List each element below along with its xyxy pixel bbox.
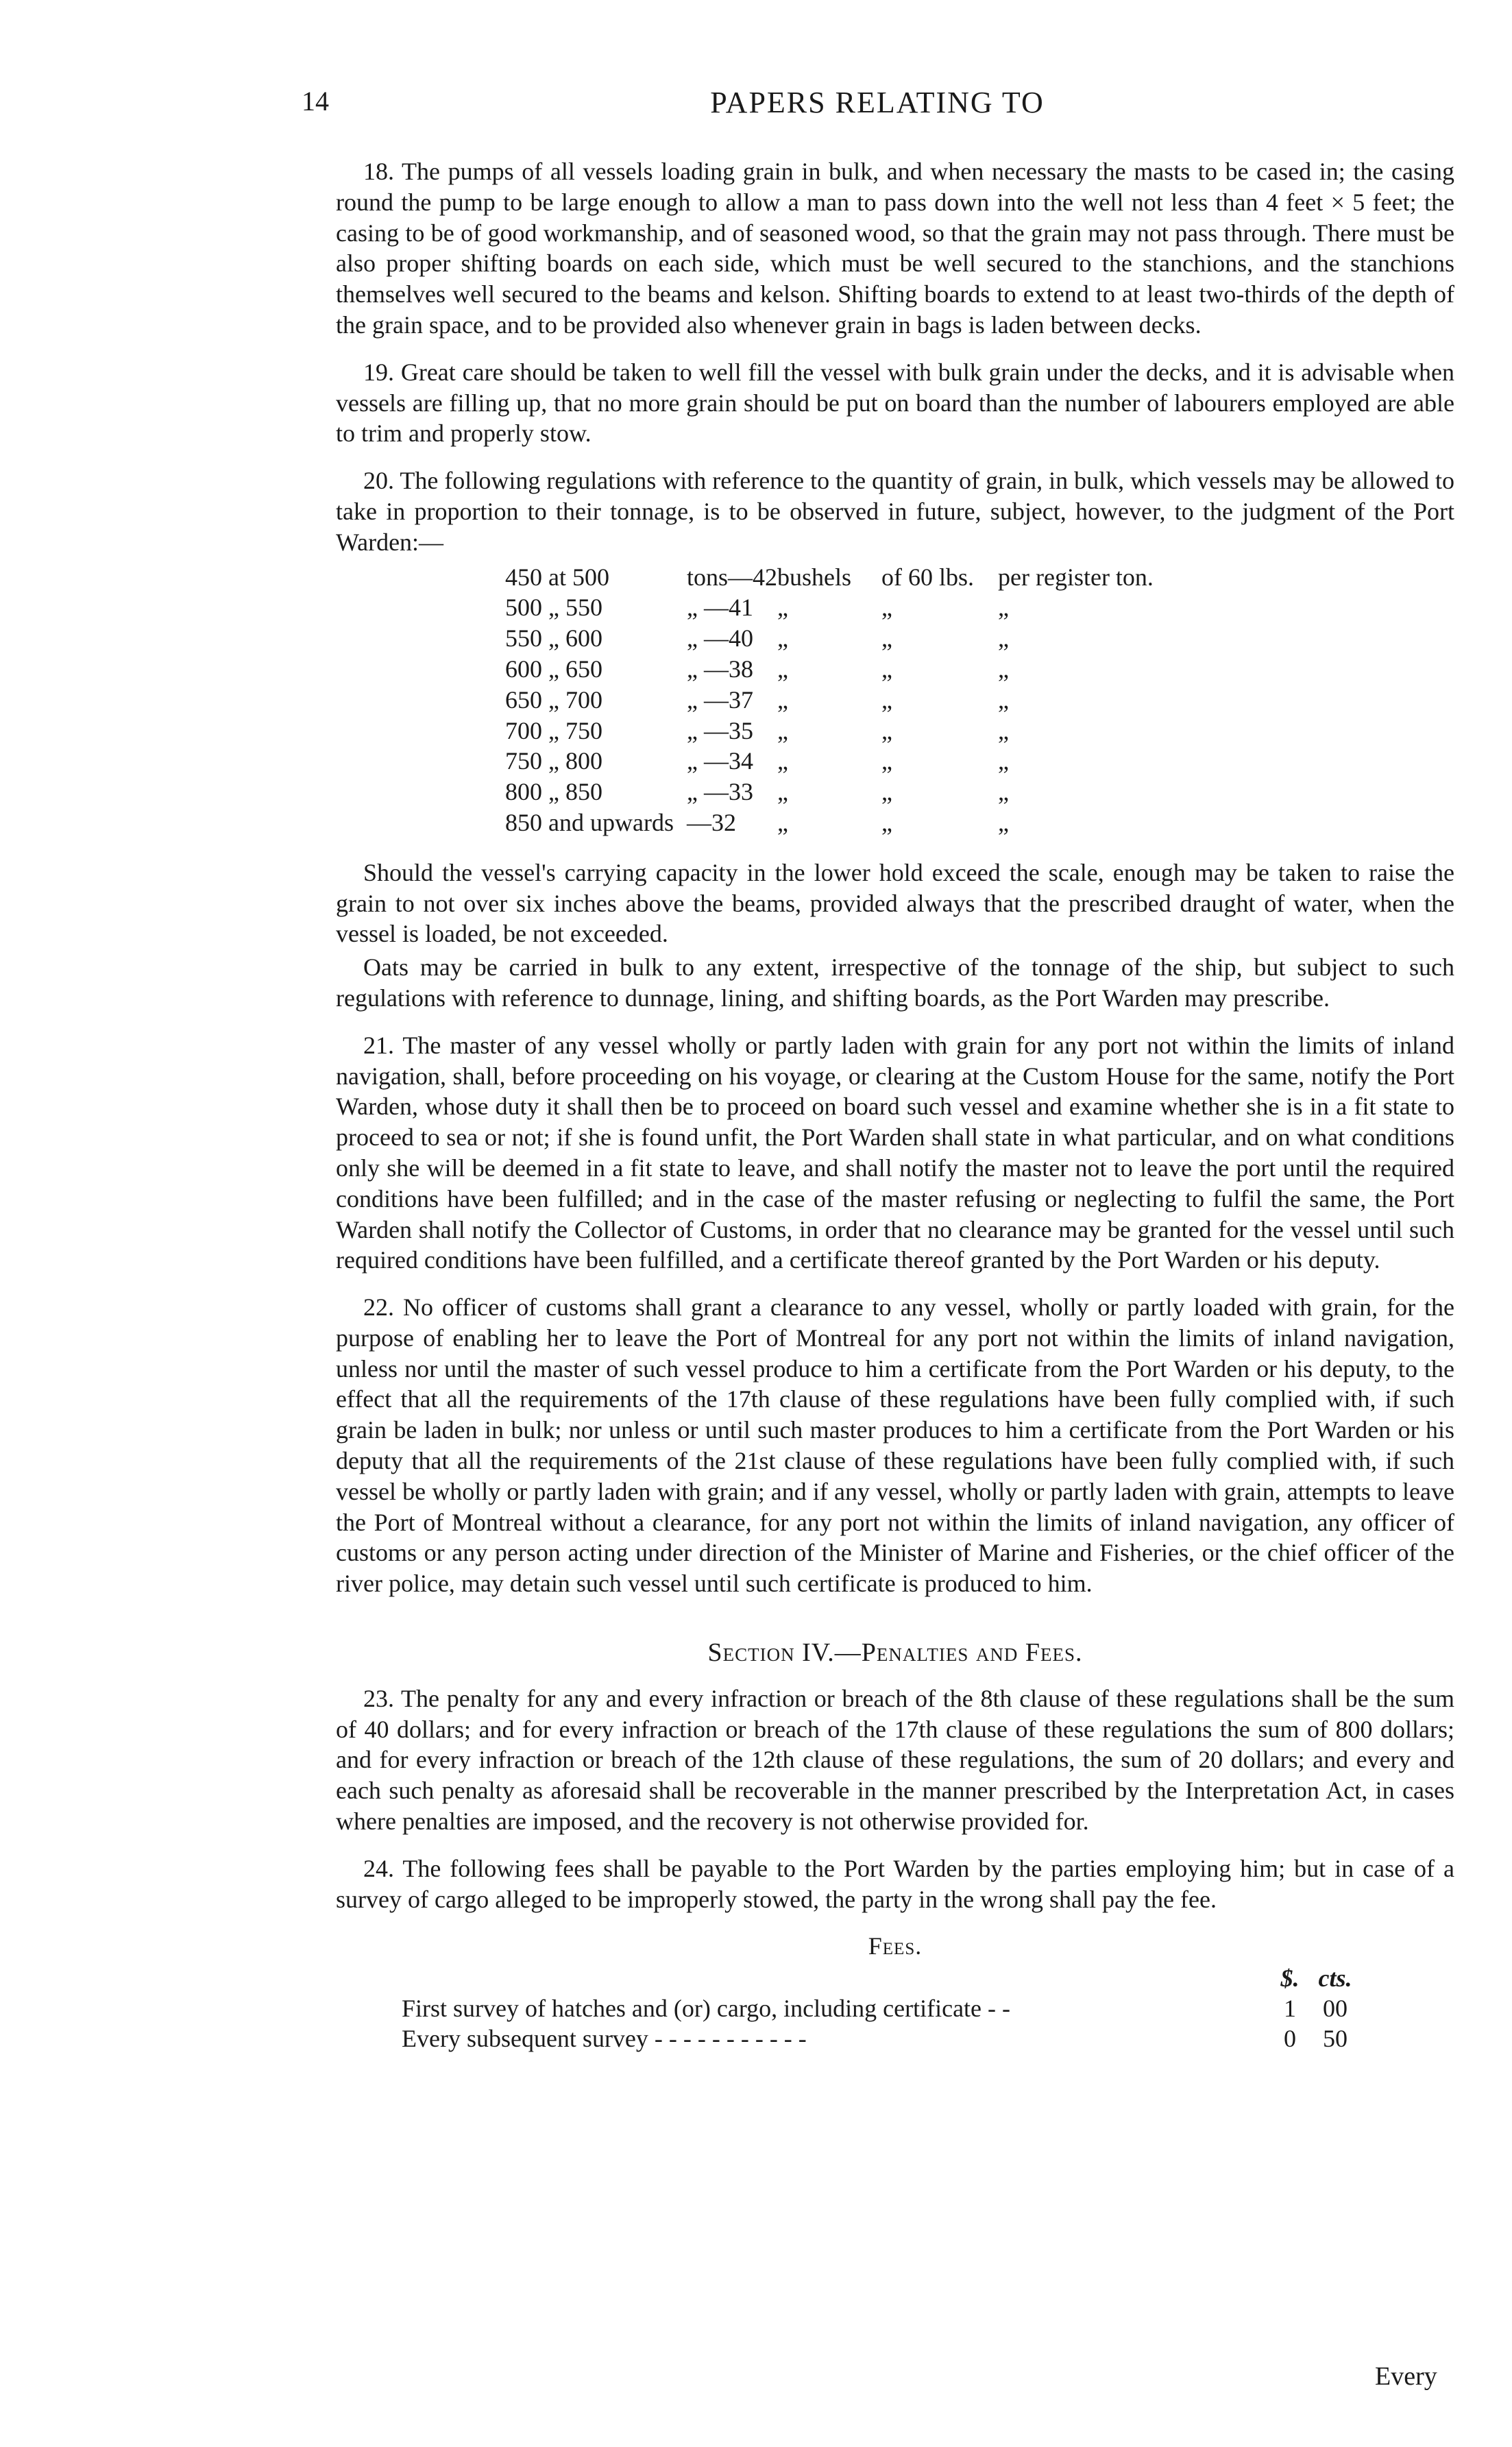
tonnage-bushels: tons—42 [687,563,778,591]
section-heading: Section IV.—Penalties and Fees. [707,1638,1083,1668]
tonnage-row [505,716,1154,746]
tonnage-weight: „ [881,594,892,622]
tonnage-range: 850 and upwards [505,808,674,836]
fees-cents-header: cts. [1318,1964,1352,1993]
tonnage-per-ton: „ [998,685,1009,714]
tonnage-per-ton: „ [998,808,1009,836]
tonnage-bushels: „ —34 [687,747,753,775]
tonnage-range: 750 „ 800 [505,747,602,775]
paragraph-22: 22. No officer of customs shall grant a clearance to any vessel, wholly or partly loaded with grain, for the purpose of enabling her to leave the Port of Montreal for any port not within the limits of inland navigation, unless nor until the master of such vessel produce to him a certificate from the Port Warden or his deputy, to the effect that all the requirements of the 17th clause of these regulations have been fully complied with, if such grain be laden in bulk; nor unless or until such master produces to him a certificate from the Port Warden or his deputy that all the requirements of the 21st clause of these regulations have been fully complied with, if such vessel be wholly or partly laden with grain; and if any vessel, wholly or partly laden with grain, attempts to leave the Port of Montreal without a clearance, for any port not within the limits of inland navigation, any officer of customs or any person acting under direction of the Minister of Marine and Fisheries, or the chief officer of the river police, may detain such vessel until such certificate is produced to him. [336,1293,1454,1598]
tonnage-row [505,685,1154,716]
fee-dollars: 1 [1284,1995,1296,2023]
tonnage-unit: „ [777,778,788,806]
tonnage-weight: „ [881,778,892,806]
tonnage-weight: „ [881,685,892,714]
tonnage-unit: „ [777,747,788,775]
tonnage-per-ton: „ [998,778,1009,806]
tonnage-unit: „ [777,624,788,653]
tonnage-unit: bushels [777,563,852,591]
tonnage-per-ton: „ [998,716,1009,744]
paragraph-18: 18. The pumps of all vessels loading grain in bulk, and when necessary the masts to be cased in; the casing round the pump to be large enough to allow a man to pass down into the well not less than 4 feet × 5 feet; the casing to be of good workmanship, and of seasoned wood, so that the grain may not pass through. There must be also proper shifting boards on each side, which must be well secured to the stanchions, and the stanchions themselves well secured to the beams and kelson. Shifting boards to extend to at least two-thirds of the depth of the grain space, and to be provided also whenever grain in bags is laden between decks. [336,158,1454,339]
tonnage-per-ton: per register ton. [998,563,1154,591]
tonnage-range: 800 „ 850 [505,778,602,806]
tonnage-range: 650 „ 700 [505,685,602,714]
tonnage-bushels: „ —41 [687,594,753,622]
tonnage-per-ton: „ [998,655,1009,683]
body-text [336,156,1454,2054]
fee-cents: 50 [1323,2025,1348,2053]
fee-cents: 00 [1323,1995,1348,2023]
tonnage-weight: of 60 lbs. [881,563,975,591]
tonnage-bushels: —32 [687,808,736,836]
paragraph-19: 19. Great care should be taken to well fill the vessel with bulk grain under the decks, and it is advisable when vessels are filling up, that no more grain should be put on board than the number of labourers employed are able to trim and properly stow. [336,358,1454,448]
tonnage-range: 450 at 500 [505,563,609,591]
fee-row [402,2023,1363,2054]
tonnage-row [505,807,1154,838]
tonnage-row [505,746,1154,777]
tonnage-range: 700 „ 750 [505,716,602,744]
tonnage-unit: „ [777,594,788,622]
tonnage-range: 500 „ 550 [505,594,602,622]
tonnage-weight: „ [881,747,892,775]
fee-dollars: 0 [1284,2025,1296,2053]
paragraph-23: 23. The penalty for any and every infraction or breach of the 8th clause of these regulations shall be the sum of 40 dollars; and for every infraction or breach of the 17th clause of these regulations the sum of 800 dollars; and for every infraction or breach of the 12th clause of these regulations, the sum of 20 dollars; and every and each such penalty as aforesaid shall be recoverable in the manner prescribed by the Interpretation Act, in cases where penalties are imposed, and the recovery is not otherwise provided for. [336,1684,1454,1836]
tonnage-unit: „ [777,685,788,714]
tonnage-bushels: „ —40 [687,624,753,653]
fees-heading: Fees. [868,1932,923,1960]
running-head: PAPERS RELATING TO [710,86,1045,119]
fees-dollars-header: $. [1280,1964,1300,1993]
fee-label: First survey of hatches and (or) cargo, including certificate - - [402,1995,1011,2023]
paragraph-20-oats: Oats may be carried in bulk to any extent, irrespective of the tonnage of the ship, but subject to such regulations with reference to dunnage, lining, and shifting boards, as the Port Warden may prescribe. [336,953,1454,1012]
fees-table [402,1963,1363,2054]
tonnage-bushels: „ —35 [687,716,753,744]
paragraph-24: 24. The following fees shall be payable to the Port Warden by the parties employing him; but in case of a survey of cargo alleged to be improperly stowed, the party in the wrong shall pay the fee. [336,1854,1454,1913]
tonnage-unit: „ [777,655,788,683]
tonnage-weight: „ [881,808,892,836]
tonnage-unit: „ [777,808,788,836]
tonnage-bushels: „ —37 [687,685,753,714]
tonnage-range: 600 „ 650 [505,655,602,683]
tonnage-row [505,562,1154,593]
tonnage-bushels: „ —38 [687,655,753,683]
page-header [302,85,1453,133]
tonnage-weight: „ [881,716,892,744]
tonnage-weight: „ [881,624,892,653]
tonnage-bushels: „ —33 [687,778,753,806]
tonnage-table [505,562,1154,838]
page-number: 14 [302,86,329,117]
tonnage-row [505,623,1154,654]
catchword: Every [1375,2362,1437,2391]
paragraph-21: 21. The master of any vessel wholly or partly laden with grain for any port not within the limits of inland navigation, shall, before proceeding on his voyage, or clearing at the Custom House for the same, notify the Port Warden, whose duty it shall then be to proceed on board such vessel and examine whether she is in a fit state to proceed to sea or not; if she is found unfit, the Port Warden shall state in what particular, and on what conditions only she will be deemed in a fit state to leave, and shall notify the master not to leave the port until the required conditions have been fulfilled; and in the case of the master refusing or neglecting to fulfil the same, the Port Warden shall notify the Collector of Customs, in order that no clearance may be granted for the vessel until such required conditions have been fulfilled, and a certificate thereof granted by the Port Warden or his deputy. [336,1031,1454,1274]
tonnage-per-ton: „ [998,594,1009,622]
paragraph-20: 20. The following regulations with reference to the quantity of grain, in bulk, which vessels may be allowed to take in proportion to their tonnage, is to be observed in future, subject, however, to the judgment of the Port Warden:— [336,467,1454,556]
tonnage-row [505,777,1154,807]
fees-units-row [402,1963,1363,1993]
tonnage-per-ton: „ [998,747,1009,775]
tonnage-unit: „ [777,716,788,744]
fee-row [402,1993,1363,2023]
tonnage-weight: „ [881,655,892,683]
tonnage-row [505,592,1154,623]
paragraph-20-capacity: Should the vessel's carrying capacity in the lower hold exceed the scale, enough may be taken to raise the grain to not over six inches above the beams, provided always that the prescribed draught of water, when the vessel is loaded, be not exceeded. [336,858,1454,948]
fee-label: Every subsequent survey - - - - - - - - - - - [402,2025,807,2053]
tonnage-row [505,654,1154,685]
tonnage-range: 550 „ 600 [505,624,602,653]
tonnage-per-ton: „ [998,624,1009,653]
